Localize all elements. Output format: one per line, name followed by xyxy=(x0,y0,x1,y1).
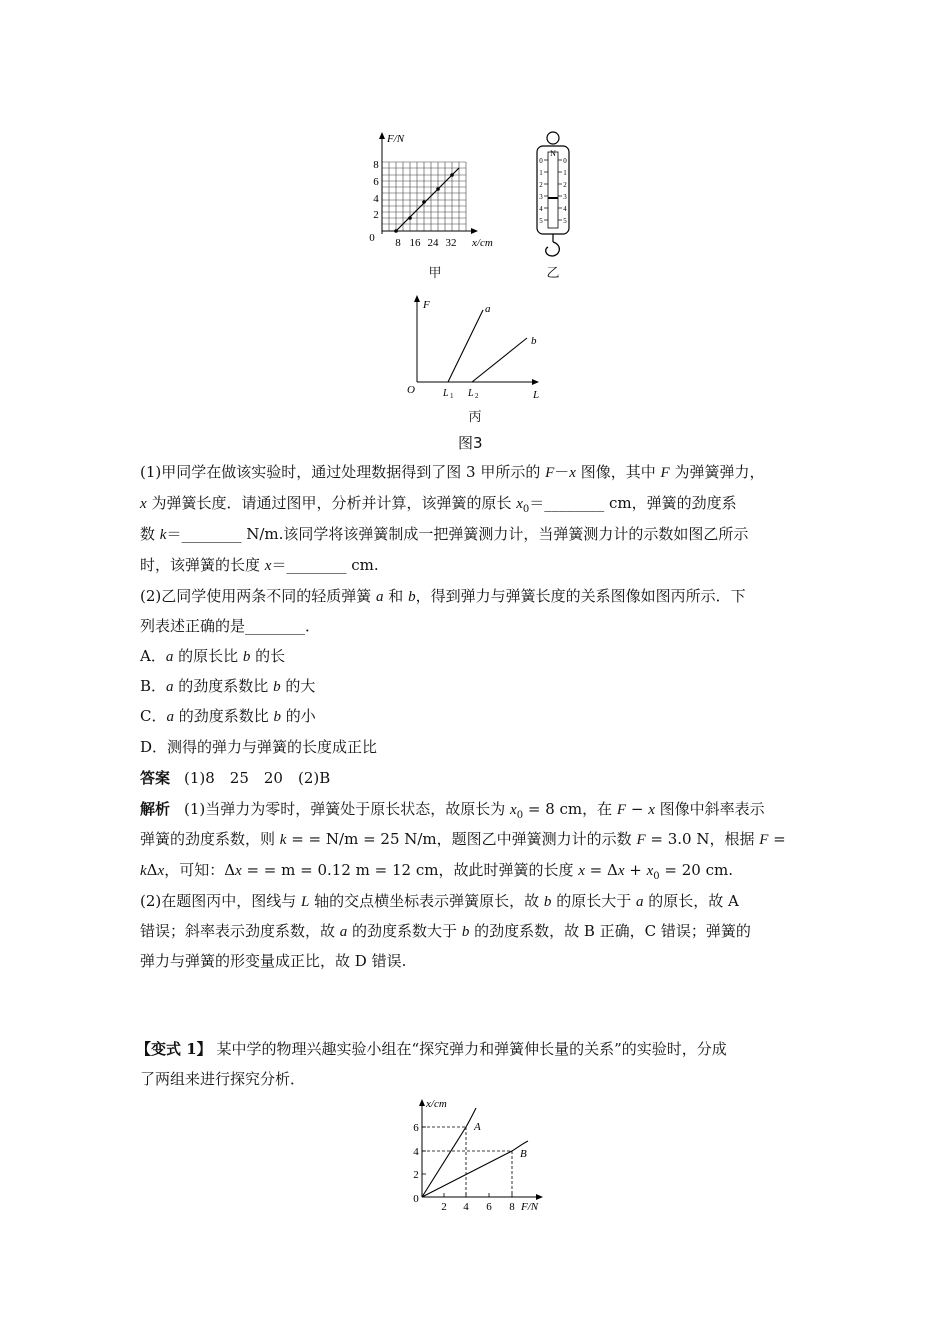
y-axis-label: x/cm xyxy=(426,1098,447,1110)
x-tick-32: 32 xyxy=(445,237,457,249)
figure-bing-caption: 丙 xyxy=(468,410,482,425)
origin-label: O xyxy=(407,384,415,396)
x-axis-label: x/cm xyxy=(472,237,493,249)
figure-bing-chart xyxy=(400,292,550,407)
scale-left-0: 0 xyxy=(539,157,543,165)
option-b: B．a 的劲度系数比 b 的大 xyxy=(140,677,316,695)
scale-left-5: 5 xyxy=(539,217,543,225)
answer-text: (1)8 25 20 (2)B xyxy=(184,769,331,787)
x-tick-4: 4 xyxy=(463,1201,469,1213)
y-tick-0: 0 xyxy=(369,232,375,244)
analysis-line-2: 弹簧的劲度系数，则 k = = N/m = 25 N/m，题图乙中弹簧测力计的示数 F = 3.0 N，根据 F = xyxy=(140,830,786,848)
answer-label: 答案 xyxy=(140,769,171,787)
scale-left-3: 3 xyxy=(539,193,543,201)
question-2-line-1: (2)乙同学使用两条不同的轻质弹簧 a 和 b，得到弹力与弹簧长度的关系图像如图丙所示．下 xyxy=(140,587,746,605)
x-axis-arrow xyxy=(536,1194,543,1200)
x-tick-8: 8 xyxy=(395,237,401,249)
y-tick-4: 4 xyxy=(373,193,379,205)
figure-jia-chart xyxy=(360,130,510,280)
top-ring xyxy=(547,132,559,144)
x-axis-label: F/N xyxy=(521,1201,539,1213)
scale-right-4: 4 xyxy=(563,205,567,213)
x-tick-16: 16 xyxy=(409,237,421,249)
y-tick-2: 2 xyxy=(413,1169,419,1181)
scale-slot xyxy=(548,152,558,228)
y-tick-0: 0 xyxy=(413,1193,419,1205)
variant-line-1: 【变式 1】 某中学的物理兴趣实验小组在“探究弹力和弹簧伸长量的关系”的实验时，分成 xyxy=(136,1040,727,1058)
scale-left-2: 2 xyxy=(539,181,543,189)
y-axis-arrow xyxy=(419,1099,425,1106)
question-2-line-2: 列表述正确的是________． xyxy=(140,617,321,635)
y-axis-label: F/N xyxy=(387,133,405,145)
label-a: a xyxy=(485,303,491,315)
l2-subscript: 2 xyxy=(475,392,479,400)
option-a: A．a 的原长比 b 的长 xyxy=(140,647,286,665)
scale-left-4: 4 xyxy=(539,205,543,213)
x-tick-24: 24 xyxy=(427,237,439,249)
scale-right-5: 5 xyxy=(563,217,567,225)
analysis-line-3: kΔx，可知：Δx = = m = 0.12 m = 12 cm，故此时弹簧的长度 $x = \Delta x + x_0 = 20$ cm. xyxy=(140,861,734,882)
data-point xyxy=(422,200,426,204)
variant-line-2: 了两组来进行探究分析． xyxy=(140,1070,306,1088)
series-b-line xyxy=(472,338,527,382)
unit-label: N xyxy=(550,149,556,158)
y-axis-arrow xyxy=(414,295,420,302)
x-axis-arrow xyxy=(532,379,539,385)
option-d: D．测得的弹力与弹簧的长度成正比 xyxy=(140,738,378,756)
scale-right-3: 3 xyxy=(563,193,567,201)
scale-right-1: 1 xyxy=(563,169,567,177)
variant-chart xyxy=(400,1094,560,1214)
analysis-line-6: 弹力与弹簧的形变量成正比，故 D 错误. xyxy=(140,952,407,970)
x-axis-arrow xyxy=(471,228,478,234)
x-tick-8: 8 xyxy=(509,1201,515,1213)
label-B: B xyxy=(520,1148,527,1160)
y-tick-8: 8 xyxy=(373,159,379,171)
question-1-line-1: (1)甲同学在做该实验时，通过处理数据得到了图 3 甲所示的 F－x 图像，其中 F 为弹簧弹力， xyxy=(140,463,765,481)
scale-right-0: 0 xyxy=(563,157,567,165)
y-axis-label: F xyxy=(423,299,430,311)
question-1-line-3: 数 k＝________ N/m.该同学将该弹簧制成一把弹簧测力计，当弹簧测力计的示数如图乙所示 xyxy=(140,525,749,543)
grid xyxy=(382,162,466,231)
data-line xyxy=(396,168,459,231)
analysis-label: 解析 xyxy=(140,800,171,818)
series-a-line xyxy=(448,310,483,382)
label-A: A xyxy=(474,1121,481,1133)
y-tick-6: 6 xyxy=(413,1122,419,1134)
y-tick-2: 2 xyxy=(373,209,379,221)
analysis-line-1: 解析 (1)当弹力为零时，弹簧处于原长状态，故原长为 $x_0 = 8$ cm，在 F − x 图像中斜率表示 xyxy=(140,800,765,821)
option-c: C．a 的劲度系数比 b 的小 xyxy=(140,707,316,725)
question-1-line-2: x 为弹簧长度．请通过图甲，分析并计算，该弹簧的原长 $x_0=\_\_\_\_\_\_\_\_$ cm，弹簧的劲度系 xyxy=(140,494,737,515)
question-1-line-4: 时，该弹簧的长度 x＝________ cm. xyxy=(140,556,379,574)
tick-marks xyxy=(422,1127,512,1197)
scale-left-1: 1 xyxy=(539,169,543,177)
data-point xyxy=(408,216,412,220)
figure-jia-caption: 甲 xyxy=(428,266,442,281)
analysis-line-5: 错误；斜率表示劲度系数，故 a 的劲度系数大于 b 的劲度系数，故 B 正确，C 错误；弹簧的 xyxy=(140,922,751,940)
data-point xyxy=(450,173,454,177)
x-tick-2: 2 xyxy=(441,1201,447,1213)
data-point xyxy=(436,187,440,191)
data-point xyxy=(394,229,398,233)
x-tick-6: 6 xyxy=(486,1201,492,1213)
answer-line xyxy=(140,768,820,788)
l1-label: L xyxy=(443,388,449,399)
l2-label: L xyxy=(468,388,474,399)
figure-yi-spring-scale xyxy=(528,128,578,268)
l1-subscript: 1 xyxy=(450,392,454,400)
y-tick-4: 4 xyxy=(413,1146,419,1158)
variant-label: 【变式 1】 xyxy=(136,1040,212,1058)
hook xyxy=(546,242,560,256)
label-b: b xyxy=(531,335,537,347)
analysis-line-4: (2)在题图丙中，图线与 L 轴的交点横坐标表示弹簧原长，故 b 的原长大于 a 的原长，故 A xyxy=(140,892,739,910)
x-axis-label: L xyxy=(533,389,540,401)
guide-lines xyxy=(422,1127,512,1197)
scale-right-2: 2 xyxy=(563,181,567,189)
figure-3-title: 图3 xyxy=(458,434,483,452)
y-axis-arrow xyxy=(379,132,385,139)
y-tick-6: 6 xyxy=(373,176,379,188)
figure-yi-caption: 乙 xyxy=(546,266,560,281)
